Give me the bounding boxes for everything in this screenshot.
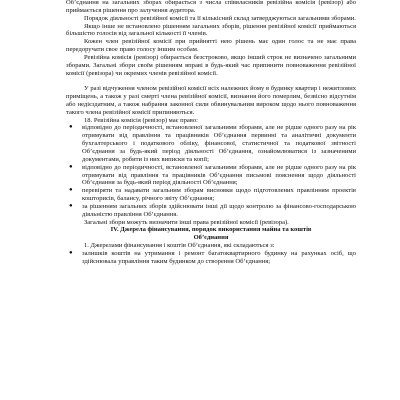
paragraph-termination: У разі відчуження членом ревізійної комісії всіх належних йому в будинку квартир і нежитлових приміщень, а також у разі смерті члена ревізійної комісії, визнання його померлим, безвісно відсутнім або недієздатним, а також набрання законної сили обвинувальним вироком щодо нього повноваження такого члена ревізійної комісії припиняються. (66, 85, 356, 116)
bullet-icon: ● (69, 187, 73, 194)
paragraph-decisions: Якщо інше не встановлено рішенням загальних зборів, рішення ревізійної комісії приймаються більшістю голосів від загальної кількості її членів. (66, 22, 356, 38)
rights-list (66, 124, 356, 218)
paragraph-procedure: Порядок діяльності ревізійної комісії та її кількісний склад затверджуються загальними зборами. (84, 14, 356, 22)
list-item: ● відповідно до періодичності, встановленої загальними зборами, але не рідше одного разу на рік отримувати від правління та працівників Об’єднання письмові пояснення щодо діяльності Об’єднання за будь-який період діяльності Об’єднання; (69, 163, 356, 187)
paragraph-sources-intro: 1. Джерелами фінансування і коштів Об’єднання, які складаються з: (84, 242, 275, 250)
list-item: ● за рішенням загальних зборів здійснювати інші дії щодо контролю за фінансово-господарською діяльністю правління Об’єднання. (69, 202, 356, 218)
bullet-icon: ● (69, 249, 73, 256)
sources-list (66, 250, 356, 266)
list-item: ● відповідно до періодичності, встановленої загальними зборами, але не рідше одного разу на рік отримувати від правління та працівників Об’єднання первинні та аналітичні документи бухгалтерського і податкового обліку, фінансової, статистичної та податкової звітності Об’єднання за будь-який період діяльності Об’єднання, ознайомлюватися із зазначеними документами, робити із них виписки та копії; (69, 124, 356, 163)
bullet-icon: ● (69, 202, 73, 209)
list-item: ● залишків коштів на утримання і ремонт багатоквартирного будинку на рахунках осіб, що здійснювала управління таким будинком до створення Об’єднання; (69, 249, 356, 265)
paragraph-term: Ревізійна комісія (ревізор) обирається безстроково, якщо інший строк не визначено загальними зборами. Загальні збори своїм рішенням вправі в будь-який час припинити повноваження ревізійної комісії (ревізора) чи окремих членів ревізійної комісії. (66, 53, 356, 77)
section-heading: IV. Джерела фінансування, порядок використання майна та коштів Об’єднання (110, 226, 312, 242)
paragraph-rights-intro: 18. Ревізійна комісія (ревізор) має право: (84, 116, 198, 124)
list-item: ● перевіряти та надавати загальним зборам висновки щодо підготовлених правлінням проектів кошторисів, балансу, річного звіту Об’єднання; (69, 187, 356, 203)
bullet-icon: ● (69, 163, 73, 170)
paragraph-other-rights: Загальні збори можуть визначити інші права ревізійної комісії (ревізора). (84, 218, 289, 226)
bullet-icon: ● (69, 124, 73, 131)
paragraph-vote: Кожен член ревізійної комісії при прийнятті нею рішень має один голос та не має права передоручати свое право голосу іншим особам. (66, 38, 356, 54)
paragraph-audit-election: Об’єднання на загальних зборах обирається з числа співвласників ревізійна комісія (ревізор) або приймається рішення про залучення аудитора. (66, 0, 356, 14)
